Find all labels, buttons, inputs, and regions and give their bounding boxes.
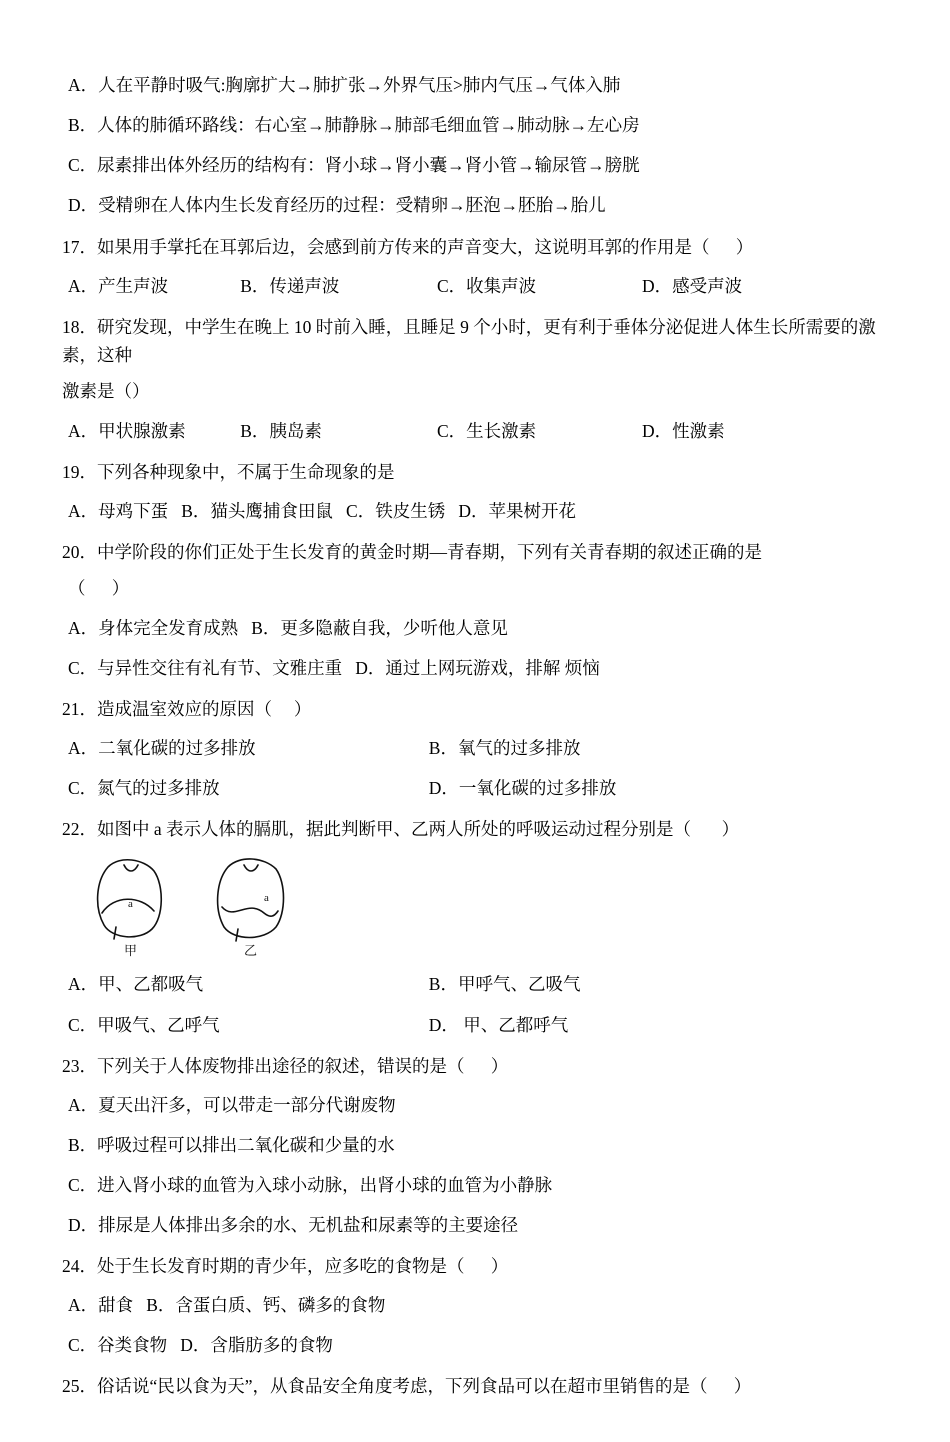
svg-text:a: a: [128, 898, 133, 911]
question-21-options-row-1: [62, 735, 888, 762]
question-22-figure: [62, 855, 888, 961]
option-a: A．二氧化碳的过多排放: [68, 738, 256, 759]
question-18-stem: 18．研究发现，中学生在晚上 10 时前入睡，且睡足 9 个小时，更有利于垂体分泌促进人体生长所需要的激素，这种: [62, 316, 876, 365]
option-a: A．产生声波: [68, 275, 169, 296]
figure-label-right: 乙: [244, 943, 258, 959]
top-option-a: A．人在平静时吸气:胸廓扩大→肺扩张→外界气压>肺内气压→气体入肺: [68, 75, 621, 95]
option-a: A．甲、乙都吸气: [68, 974, 204, 995]
top-option-b: B．人体的肺循环路线：右心室→肺静脉→肺部毛细血管→肺动脉→左心房: [68, 115, 640, 136]
option-b: B．传递声波: [240, 275, 340, 296]
question-23-stem: 23．下列关于人体废物排出途径的叙述，错误的是（ ）: [62, 1055, 509, 1076]
question-20-stem-continued: （ ）: [68, 577, 130, 598]
question-22-options-row-2: [62, 1012, 888, 1039]
question-24-stem: 24．处于生长发育时期的青少年，应多吃的食物是（ ）: [62, 1256, 509, 1277]
diaphragm-diagram: [88, 855, 348, 959]
top-option-d: D．受精卵在人体内生长发育经历的过程：受精卵→胚泡→胚胎→胎儿: [68, 195, 606, 216]
question-24-options-line-1: A．甜食 B．含蛋白质、钙、磷多的食物: [68, 1295, 386, 1316]
question-17-options: [62, 273, 888, 300]
svg-text:a: a: [264, 892, 269, 905]
option-d: D．性激素: [641, 420, 725, 441]
question-23-option-b: B．呼吸过程可以排出二氧化碳和少量的水: [68, 1134, 395, 1155]
top-option-c: C．尿素排出体外经历的结构有：肾小球→肾小囊→肾小管→输尿管→膀胱: [68, 155, 640, 176]
figure-label-left: 甲: [124, 943, 138, 959]
option-b: B．甲呼气、乙吸气: [428, 974, 581, 995]
option-c: C．甲吸气、乙呼气: [68, 1014, 220, 1035]
question-17-stem: 17．如果用手掌托在耳郭后边，会感到前方传来的声音变大，这说明耳郭的作用是（ ）: [62, 236, 754, 257]
question-23-option-a: A．夏天出汗多，可以带走一部分代谢废物: [68, 1094, 396, 1115]
question-20-options-line-2: C．与异性交往有礼有节、文雅庄重 D．通过上网玩游戏，排解 烦恼: [68, 658, 600, 678]
question-24-options-line-2: C．谷类食物 D．含脂肪多的食物: [68, 1335, 333, 1356]
option-b: B．氧气的过多排放: [428, 738, 581, 759]
question-18-stem-continued: 激素是（）: [62, 380, 150, 401]
question-21-options-row-2: [62, 775, 888, 802]
question-19-stem: 19．下列各种现象中，不属于生命现象的是: [62, 461, 395, 482]
question-18-options: [62, 418, 888, 445]
option-b: B．胰岛素: [240, 420, 322, 441]
question-22-options-row-1: [62, 971, 888, 998]
option-c: C．收集声波: [436, 275, 537, 296]
question-19-options: A．母鸡下蛋 B．猫头鹰捕食田鼠 C．铁皮生锈 D．苹果树开花: [68, 500, 576, 521]
option-c: C．生长激素: [436, 420, 537, 441]
option-a: A．甲状腺激素: [68, 420, 186, 441]
question-22-stem: 22．如图中 a 表示人体的膈肌，据此判断甲、乙两人所处的呼吸运动过程分别是（ ）: [62, 819, 740, 840]
question-20-stem: 20．中学阶段的你们正处于生长发育的黄金时期—青春期，下列有关青春期的叙述正确的是: [62, 541, 762, 562]
question-20-options-line-1: A．身体完全发育成熟 B．更多隐蔽自我，少听他人意见: [68, 617, 508, 638]
option-d: D． 甲、乙都呼气: [428, 1014, 569, 1035]
question-23-option-d: D．排尿是人体排出多余的水、无机盐和尿素等的主要途径: [68, 1215, 519, 1235]
question-21-stem: 21．造成温室效应的原因（ ）: [62, 699, 312, 720]
option-c: C．氮气的过多排放: [68, 778, 220, 799]
question-25-stem: 25．俗话说“民以食为天”，从食品安全角度考虑，下列食品可以在超市里销售的是（ ）: [62, 1376, 752, 1397]
option-d: D．一氧化碳的过多排放: [428, 778, 617, 799]
question-23-option-c: C．进入肾小球的血管为入球小动脉，出肾小球的血管为小静脉: [68, 1174, 553, 1195]
option-d: D．感受声波: [641, 275, 743, 296]
